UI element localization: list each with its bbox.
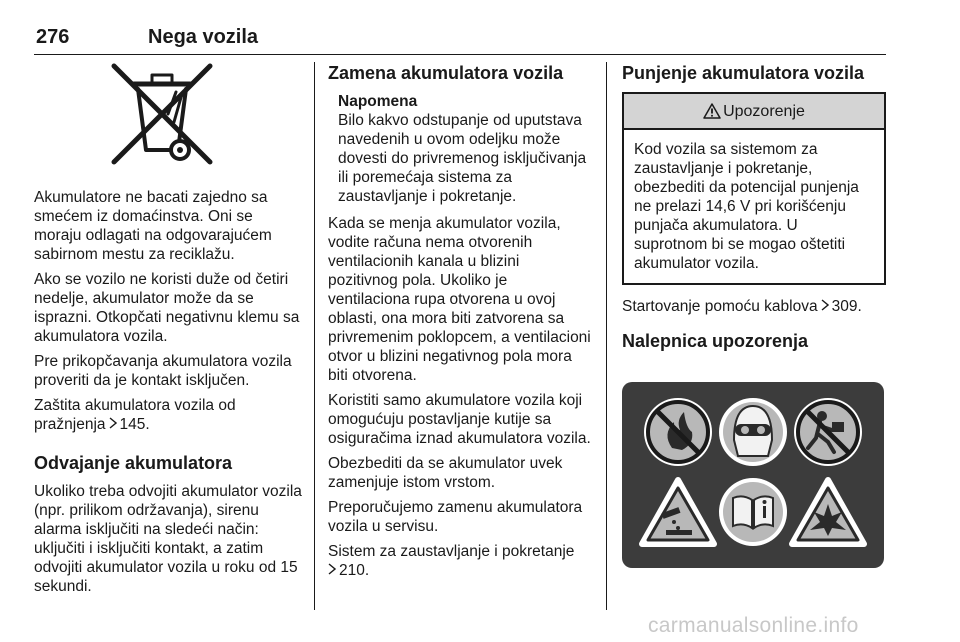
chapter-title: Nega vozila: [148, 26, 259, 48]
column-right: [622, 62, 886, 568]
cross-reference-text: Startovanje pomoću kablova: [622, 298, 818, 315]
page-ref-arrow-icon: [821, 299, 829, 311]
note-block: [328, 92, 592, 206]
watermark: carmanualsonline.info: [648, 614, 859, 637]
section-heading: Odvajanje akumulatora: [34, 453, 233, 473]
cross-reference-page: 145.: [119, 416, 150, 433]
section-heading: Punjenje akumulatora vozila: [622, 63, 865, 83]
read-manual-icon: [719, 478, 787, 546]
body-paragraph: Pre prikopčavanja akumulatora vozila proveriti da je kontakt isključen.: [34, 353, 292, 389]
page-ref-arrow-icon: [109, 417, 117, 429]
column-divider: [314, 62, 315, 610]
page-ref-arrow-icon: [328, 563, 336, 575]
cross-reference-text: Sistem za zaustavljanje i pokretanje: [328, 543, 575, 560]
warning-title: Upozorenje: [723, 102, 805, 120]
cross-reference[interactable]: [328, 542, 592, 580]
warning-text: Kod vozila sa sistemom za zaustavljanje i pokretanje, obezbediti da potencijal punjenja ne prelazi 14,6 V pri korišćenju punjača akumulatora. U suprotnom bi se mogao oštetiti akumulator vozila.: [634, 141, 859, 272]
body-paragraph: Obezbediti da se akumulator uvek zamenjuje istom vrstom.: [328, 455, 563, 491]
crossed-bin-icon: [110, 62, 214, 166]
column-left: [34, 62, 302, 602]
no-flame-icon: [644, 398, 712, 466]
body-paragraph: Preporučujemo zamenu akumulatora vozila u servisu.: [328, 499, 583, 535]
battery-warning-label: [622, 382, 884, 568]
page-number: 276: [36, 26, 70, 48]
column-middle: [328, 62, 592, 586]
warning-box: [622, 92, 886, 285]
column-divider: [606, 62, 607, 610]
body-paragraph: Koristiti samo akumulatore vozila koji omogućuju postavljanje kutije sa osiguračima iznad akumulatora vozila.: [328, 392, 591, 447]
note-title: Napomena: [338, 93, 418, 110]
keep-children-away-icon: [794, 398, 862, 466]
warning-triangle-icon: [703, 103, 721, 119]
page-header: [34, 24, 886, 55]
body-paragraph: Akumulatore ne bacati zajedno sa smećem iz domaćinstva. Oni se moraju odlagati na odgovarajućem sabirnom mestu za reciklažu.: [34, 189, 272, 263]
body-paragraph: Kada se menja akumulator vozila, vodite računa nema otvorenih ventilacionih kanala u blizini pozitivnog pola. Ukoliko je ventilaciona rupa otvorena u ovoj oblasti, ona mora biti zatvorena sa privremenim poklopcem, a ventilacioni otvor u blizini negativnog pola mora biti otvorena.: [328, 215, 591, 384]
eye-protection-icon: [719, 398, 787, 466]
warning-header: [624, 94, 884, 130]
cross-reference[interactable]: [622, 297, 886, 316]
cross-reference-page: 210.: [339, 562, 370, 579]
note-text: Bilo kakvo odstupanje od uputstava navedenih u ovom odeljku može dovesti do privremenog isključivanja ili poremećaja sistema za zaustavljanje i pokretanje.: [338, 112, 587, 205]
section-heading: Zamena akumulatora vozila: [328, 63, 564, 83]
body-paragraph: Ako se vozilo ne koristi duže od četiri nedelje, akumulator može da se isprazni. Otkopčati negativnu klemu sa akumulatora vozila.: [34, 271, 300, 345]
body-paragraph: Ukoliko treba odvojiti akumulator vozila (npr. prilikom održavanja), sirenu alarma isključiti na sledeći način: uključiti i isključiti kontakt, a zatim odvojiti akumulator vozila u roku od 15 sekundi.: [34, 483, 302, 595]
cross-reference[interactable]: [34, 396, 302, 434]
section-heading: Nalepnica upozorenja: [622, 331, 809, 351]
cross-reference-text: Zaštita akumulatora vozila od pražnjenja: [34, 397, 236, 433]
cross-reference-page: 309.: [831, 298, 862, 315]
